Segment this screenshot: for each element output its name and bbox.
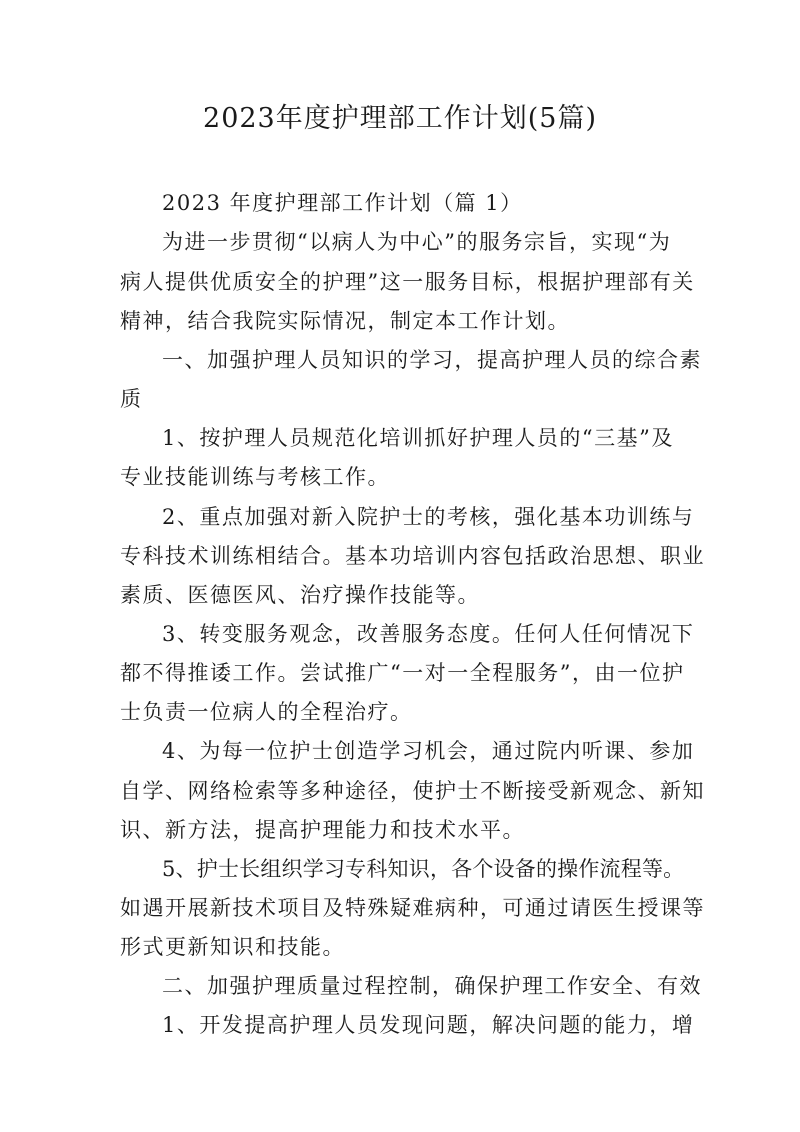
list-item-line: 素质、医德医风、治疗操作技能等。 [120,583,480,607]
paragraph-line: 精神，结合我院实际情况，制定本工作计划。 [120,309,570,333]
list-item-line: 如遇开展新技术项目及特殊疑难病种，可通过请医生授课等 [120,896,705,920]
list-item-line: 4、为每一位护士创造学习机会，通过院内听课、参加 [162,739,695,763]
list-item-line: 1、按护理人员规范化培训抓好护理人员的“三基”及 [162,426,674,450]
list-item-line: 专科技术训练相结合。基本功培训内容包括政治思想、职业 [120,544,705,568]
heading-line: 二、加强护理质量过程控制，确保护理工作安全、有效 [162,974,702,998]
heading-line: 质 [120,387,143,411]
list-item-line: 都不得推诿工作。尝试推广“一对一全程服务”，由一位护 [120,661,685,685]
list-item-line: 自学、网络检索等多种途径，使护士不断接受新观念、新知 [120,779,705,803]
list-item-line: 1、开发提高护理人员发现问题，解决问题的能力，增 [162,1013,695,1037]
list-item-line: 士负责一位病人的全程治疗。 [120,700,413,724]
list-item-line: 5、护士长组织学习专科知识，各个设备的操作流程等。 [162,857,685,881]
paragraph-line: 病人提供优质安全的护理”这一服务目标，根据护理部有关 [120,270,695,294]
section-heading: 2023 年度护理部工作计划（篇 1） [162,191,523,215]
paragraph-line: 为进一步贯彻“以病人为中心”的服务宗旨，实现“为 [162,230,672,254]
list-item-line: 识、新方法，提高护理能力和技术水平。 [120,818,525,842]
list-item-line: 2、重点加强对新入院护士的考核，强化基本功训练与 [162,505,695,529]
list-item-line: 形式更新知识和技能。 [120,935,345,959]
list-item-line: 专业技能训练与考核工作。 [120,465,390,489]
heading-line: 一、加强护理人员知识的学习，提高护理人员的综合素 [162,348,702,372]
document-title: 2023年度护理部工作计划(5篇) [203,103,597,134]
list-item-line: 3、转变服务观念，改善服务态度。任何人任何情况下 [162,622,695,646]
